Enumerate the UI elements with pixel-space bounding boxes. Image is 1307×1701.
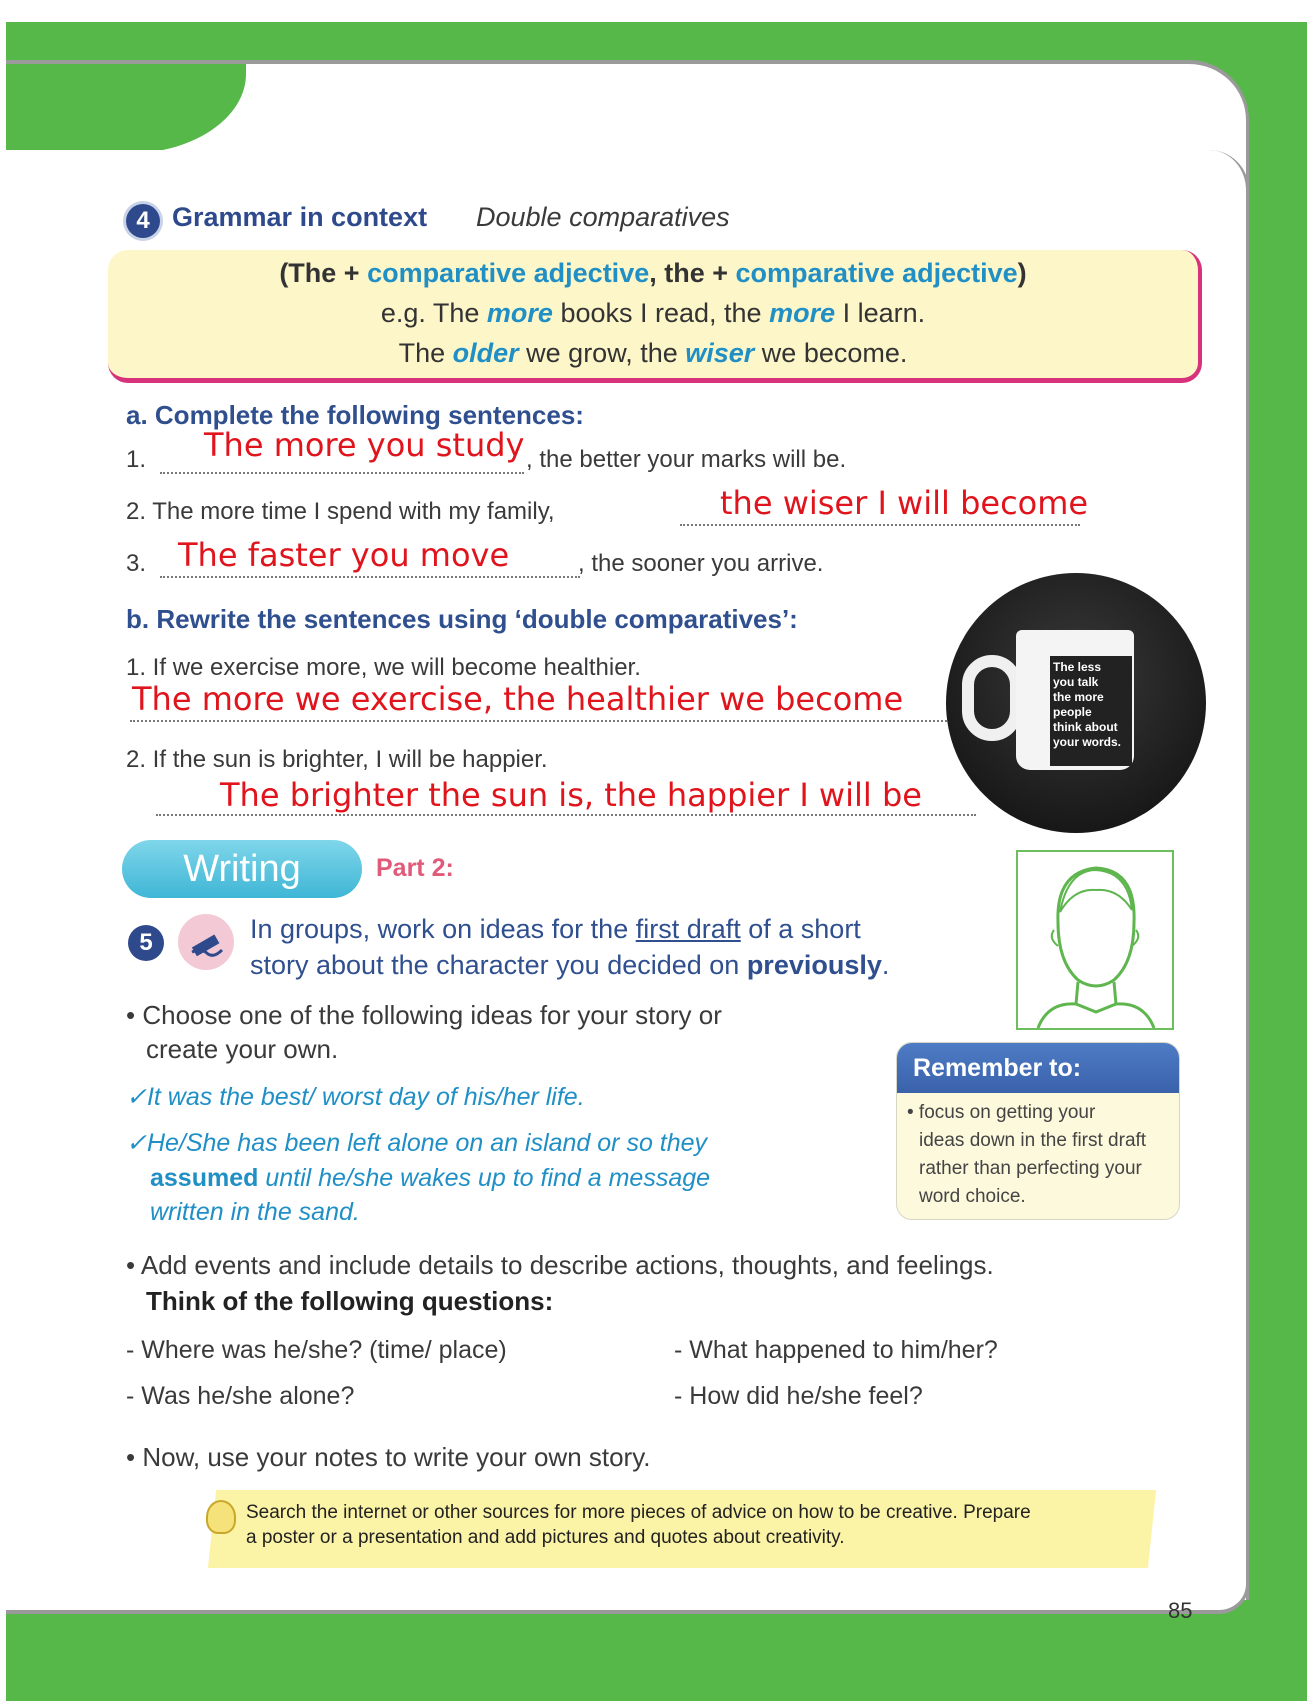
writing-section-pill: Writing bbox=[122, 840, 362, 898]
mug-quote-line: the more bbox=[1053, 690, 1104, 704]
example-text: The bbox=[398, 338, 453, 368]
rule-example-2 bbox=[108, 338, 1198, 369]
remember-line: rather than perfecting your bbox=[919, 1158, 1142, 1179]
example-text: we grow, the bbox=[518, 338, 686, 368]
remember-line: • focus on getting your bbox=[907, 1102, 1096, 1123]
part-b-heading: b. Rewrite the sentences using ‘double comparatives’: bbox=[126, 604, 798, 634]
page-number: 85 bbox=[1168, 1598, 1193, 1623]
section-5-intro-line1 bbox=[250, 914, 1020, 945]
section-5-badge: 5 bbox=[128, 925, 164, 961]
rewrite-answer-1: The more we exercise, the healthier we become bbox=[132, 680, 904, 718]
page-bottom-edge bbox=[6, 1580, 1249, 1614]
idea-2-bold: assumed bbox=[150, 1164, 259, 1192]
mug-handle bbox=[962, 655, 1022, 741]
mug-quote-line: The less bbox=[1053, 660, 1102, 674]
rewrite-question-1: 1. If we exercise more, we will become healthier. bbox=[126, 654, 641, 681]
bullet-choose-line1: • Choose one of the following ideas for your story or bbox=[126, 1000, 722, 1030]
example-keyword: older bbox=[452, 338, 519, 368]
sentence-3-number: 3. bbox=[126, 550, 147, 577]
question-item: - What happened to him/her? bbox=[674, 1336, 998, 1364]
tip-text bbox=[246, 1500, 1156, 1550]
face-illustration bbox=[1016, 850, 1174, 1030]
idea-1 bbox=[126, 1082, 585, 1112]
mug-quote-line: you talk bbox=[1053, 675, 1099, 689]
intro-bold: previously bbox=[746, 950, 882, 980]
intro-text: story about the character you decided on bbox=[250, 950, 747, 980]
example-keyword: more bbox=[486, 298, 553, 328]
rule-formula bbox=[108, 258, 1198, 289]
questions-heading: Think of the following questions: bbox=[146, 1286, 554, 1316]
intro-text: In groups, work on ideas for the bbox=[250, 914, 636, 944]
remember-text bbox=[907, 1099, 1175, 1211]
check-icon: ✓ bbox=[126, 1083, 147, 1111]
idea-2-line3: written in the sand. bbox=[150, 1198, 360, 1226]
example-text: books I read, the bbox=[552, 298, 770, 328]
answer-1: The more you study bbox=[204, 426, 525, 464]
rule-text: , the + bbox=[649, 258, 736, 288]
sentence-1-rest: , the better your marks will be. bbox=[526, 446, 847, 473]
intro-underlined: first draft bbox=[635, 914, 741, 944]
idea-2-line1 bbox=[126, 1128, 707, 1158]
rule-adjective: comparative adjective bbox=[367, 258, 650, 288]
answer-3: The faster you move bbox=[178, 536, 510, 574]
intro-text: of a short bbox=[740, 914, 861, 944]
bullet-add-events: • Add events and include details to describe actions, thoughts, and feelings. bbox=[126, 1250, 994, 1280]
answer-2: the wiser I will become bbox=[720, 484, 1089, 522]
example-keyword: more bbox=[769, 298, 836, 328]
idea-2-line2 bbox=[150, 1164, 710, 1193]
mug-quote-line: people bbox=[1053, 705, 1092, 719]
tip-line: a poster or a presentation and add pictures and quotes about creativity. bbox=[246, 1527, 845, 1548]
section-number-badge: 4 bbox=[126, 204, 160, 238]
lightbulb-icon bbox=[206, 1500, 236, 1534]
remember-line: word choice. bbox=[919, 1186, 1026, 1207]
section-5-intro-line2 bbox=[250, 950, 889, 981]
idea-1-text: It was the best/ worst day of his/her life. bbox=[146, 1083, 585, 1111]
remember-heading: Remember to: bbox=[897, 1043, 1179, 1093]
remember-box bbox=[896, 1042, 1180, 1220]
idea-2-text: He/She has been left alone on an island or so they bbox=[146, 1129, 708, 1157]
writing-icon bbox=[178, 914, 234, 970]
pen-icon bbox=[178, 914, 234, 970]
sentence-1-number: 1. bbox=[126, 446, 147, 473]
rewrite-question-2: 2. If the sun is brighter, I will be happier. bbox=[126, 746, 548, 773]
face-outline-icon bbox=[1018, 852, 1172, 1028]
question-item: - Where was he/she? (time/ place) bbox=[126, 1336, 507, 1364]
mug-quote-line: think about bbox=[1053, 720, 1118, 734]
remember-line: ideas down in the first draft bbox=[919, 1130, 1147, 1151]
rule-example-1 bbox=[108, 298, 1198, 329]
question-item: - Was he/she alone? bbox=[126, 1382, 355, 1410]
bullet-write-story: • Now, use your notes to write your own story. bbox=[126, 1442, 651, 1472]
idea-2-text: until he/she wakes up to find a message bbox=[258, 1164, 711, 1192]
grammar-rule-box bbox=[108, 250, 1202, 383]
tip-line: Search the internet or other sources for more pieces of advice on how to be creative. Prepare bbox=[246, 1502, 1031, 1523]
rule-text: (The + bbox=[279, 258, 368, 288]
example-text: e.g. The bbox=[380, 298, 487, 328]
rule-adjective: comparative adjective bbox=[735, 258, 1018, 288]
rule-text: ) bbox=[1017, 258, 1027, 288]
sentence-2-text: 2. The more time I spend with my family, bbox=[126, 498, 555, 525]
question-item: - How did he/she feel? bbox=[674, 1382, 923, 1410]
mug-quote-line: your words. bbox=[1053, 735, 1122, 749]
example-keyword: wiser bbox=[685, 338, 755, 368]
example-text: I learn. bbox=[835, 298, 926, 328]
example-text: we become. bbox=[754, 338, 908, 368]
section-title: Grammar in context bbox=[172, 202, 428, 232]
sentence-3-rest: , the sooner you arrive. bbox=[578, 550, 824, 577]
check-icon: ✓ bbox=[126, 1129, 147, 1157]
intro-text: . bbox=[881, 950, 890, 980]
writing-part-label: Part 2: bbox=[376, 854, 454, 882]
mug-quote bbox=[1050, 656, 1132, 766]
rewrite-answer-2: The brighter the sun is, the happier I will be bbox=[220, 776, 922, 814]
section-subtitle: Double comparatives bbox=[476, 202, 730, 232]
bullet-choose-line2: create your own. bbox=[146, 1034, 339, 1064]
part-a-heading: a. Complete the following sentences: bbox=[126, 400, 584, 430]
